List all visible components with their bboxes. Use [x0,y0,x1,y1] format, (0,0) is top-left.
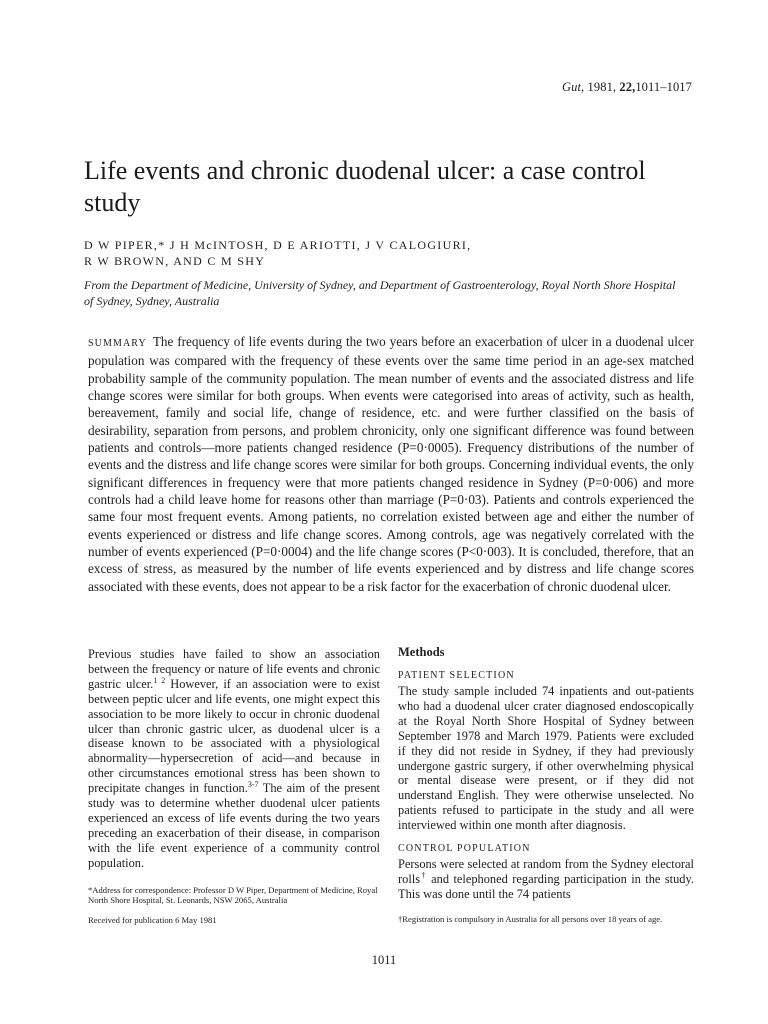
received-date: Received for publication 6 May 1981 [88,914,217,925]
left-column [88,647,380,925]
reference-marker: 1 2 [153,675,166,685]
citation-year: 1981, [587,80,617,94]
affiliation: From the Department of Medicine, University of Sydney, and Department of Gastroenterology, Royal North Shore Hospital of Sydney, Sydney, Australia [84,278,676,308]
summary-label: SUMMARY [88,338,147,349]
patient-selection-paragraph: The study sample included 74 inpatients and out-patients who had a duodenal ulcer crater diagnosed endoscopically at the Royal North Shore Hospital of Sydney between September 1978 and March 1979. Patients were excluded if they did not reside in Sydney, if they had previously undergone gastric surgery, if other overwhelming physical or mental disease were present, or if they did not understand English. They were otherwise unselected. No patients refused to participate in the study and all were interviewed within one month after diagnosis. [398,684,694,833]
intro-text-part-2: However, if an association were to exist between peptic ulcer and life events, one might expect this association to be more likely to occur in chronic duodenal ulcer than chronic gastric ulcer, as duodenal ulcer is a disease known to be associated with a physiological abnormality—hypersecretion of acid—and because in other circumstances emotional stress has been shown to precipitate changes in function. [88,676,380,796]
summary-text: The frequency of life events during the two years before an exacerbation of ulcer in a duodenal ulcer population was compared with the frequency of these events over the same time period in an age-sex matched probability sample of the community population. The mean number of events and the associated distress and life change scores were similar for both groups. When events were categorised into areas of activity, such as health, bereavement, family and social life, change of residence, etc. and were further classified on the basis of desirability, separation from persons, and problem chronicity, only one significant difference was found between patients and controls—more patients changed residence (P=0·0005). Frequency distributions of the number of events and the distress and life change scores were similar for both groups. Concerning individual events, the only significant differences in frequency were that more patients changed residence in Sydney (P=0·006) and more controls had a child leave home for reasons other than marriage (P=0·03). Patients and controls experienced the same four most frequent events. Among patients, no correlation existed between age and either the number of events experienced or distress and life change scores. Among controls, age was negatively correlated with the number of events experienced (P=0·0004) and the life change scores (P<0·003). It is concluded, therefore, that an excess of stress, as measured by the number of life events experienced and by distress and life change scores associated with these events, does not appear to be a risk factor for the exacerbation of chronic duodenal ulcer. [88,334,694,594]
dagger-footnote-marker: † [420,870,427,880]
registration-footnote: †Registration is compulsory in Australia for all persons over 18 years of age. [398,913,663,924]
citation-journal: Gut, [562,80,585,94]
citation-pages: 1011–1017 [635,80,692,94]
methods-heading: Methods [398,645,445,659]
correspondence-footnote: *Address for correspondence: Professor D W Piper, Department of Medicine, Royal North Shore Hospital, St. Leonards, NSW 2065, Australia [88,884,378,906]
author-list [84,237,684,269]
author-line-2: R W BROWN, AND C M SHY [84,254,266,268]
patient-selection-subheading: PATIENT SELECTION [398,670,515,681]
intro-text-part-1: Previous studies have failed to show an association between the frequency or nature of life events and chronic gastric ulcer. [88,647,380,691]
page-number: 1011 [371,953,397,967]
control-population-paragraph [398,857,694,902]
control-population-subheading: CONTROL POPULATION [398,843,531,855]
summary-abstract [88,333,694,595]
right-column [398,645,694,924]
journal-citation [562,80,692,95]
author-line-1: D W PIPER,* J H McINTOSH, D E ARIOTTI, J V CALOGIURI, [84,238,472,252]
reference-marker: 3-7 [247,780,259,790]
article-title: Life events and chronic duodenal ulcer: a case control study [84,156,646,217]
control-text-part-1: Persons were selected at random from the Sydney electoral rolls [398,857,694,886]
introduction-paragraph [88,647,380,871]
intro-text-part-3: The aim of the present study was to determine whether duodenal ulcer patients experienced an excess of life events during the two years preceding an exacerbation of their disease, in comparison with the life event experience of a community control population. [88,781,380,870]
control-text-part-2: and telephoned regarding participation in the study. This was done until the 74 patients [398,871,694,901]
citation-volume: 22, [619,80,636,94]
